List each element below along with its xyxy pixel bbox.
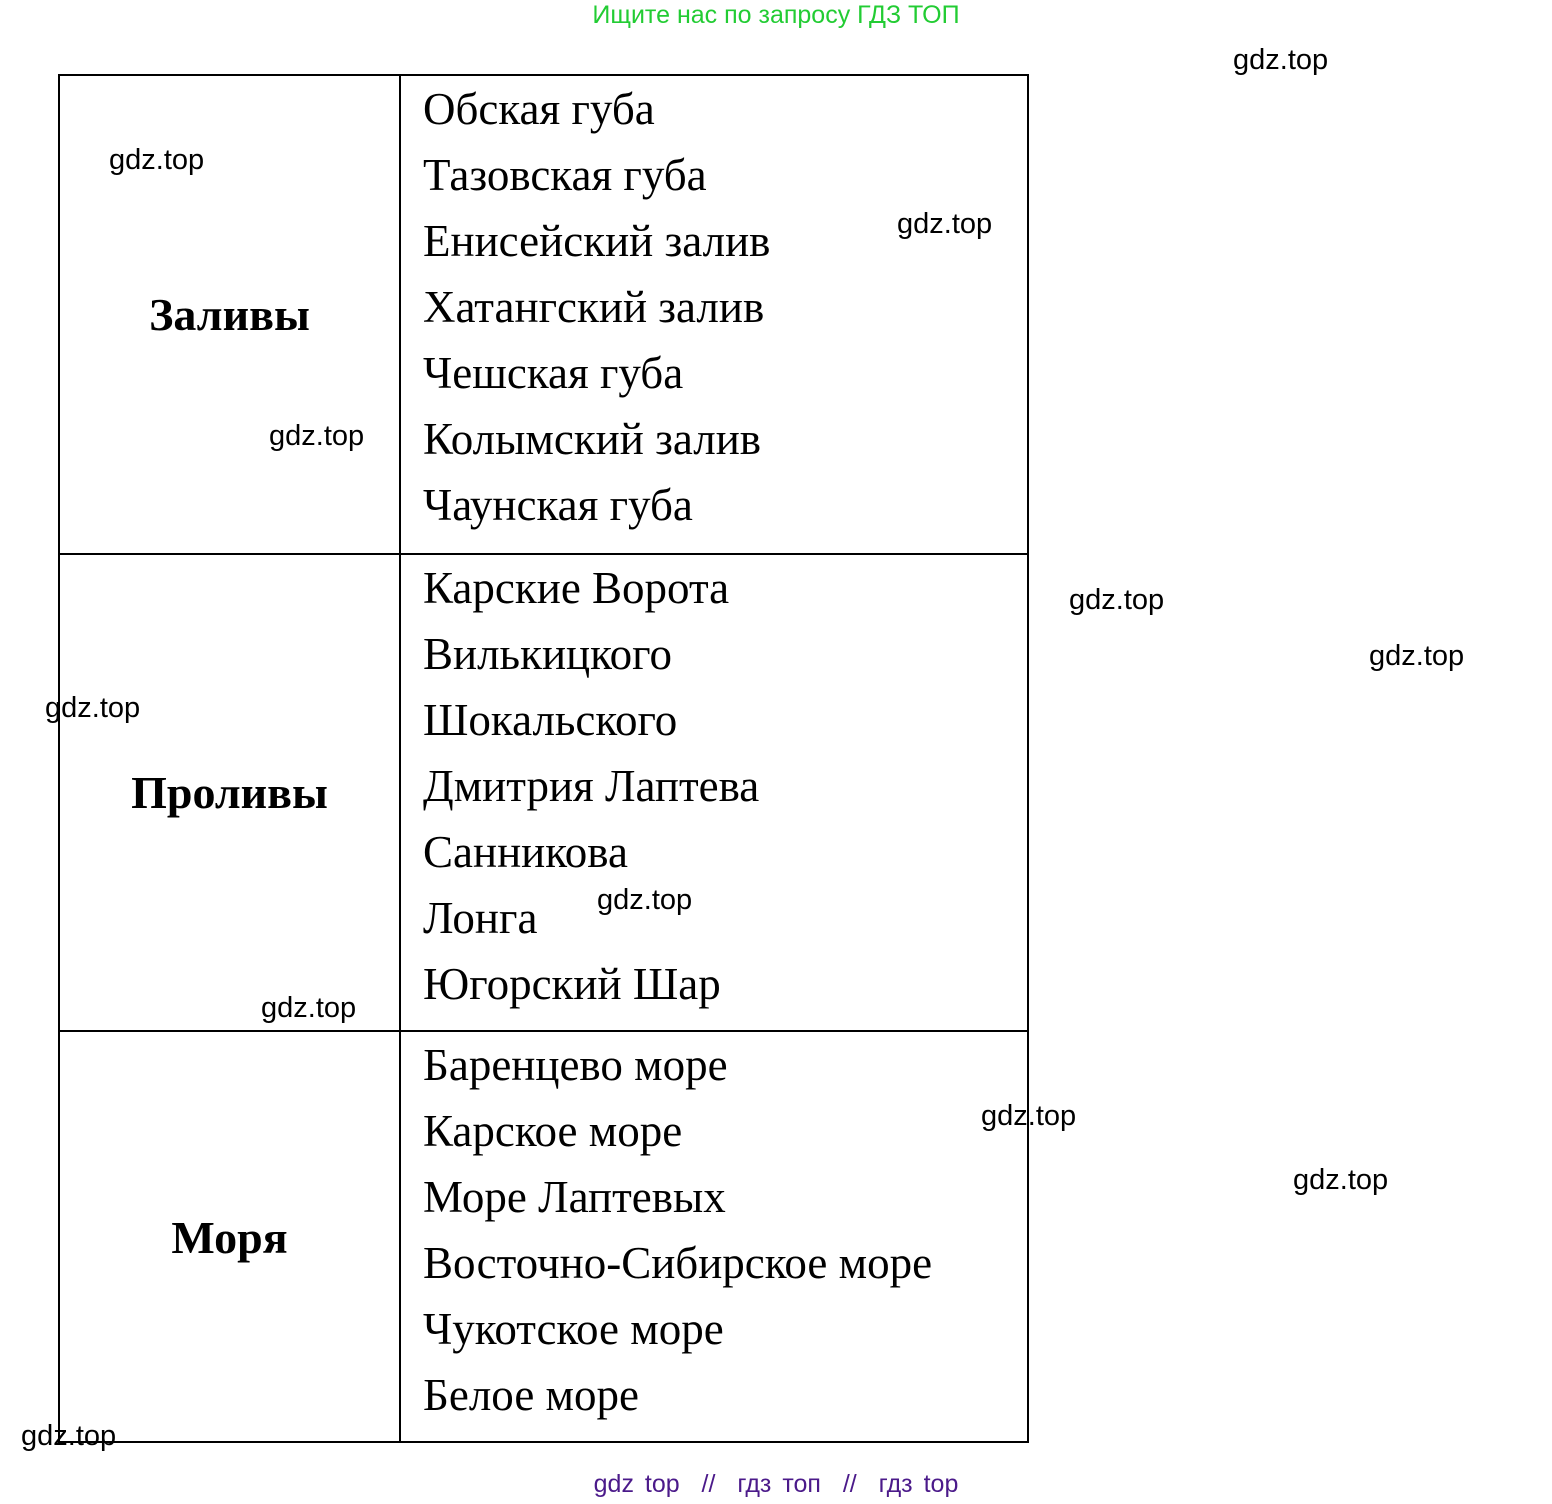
list-item: Шокальского: [423, 695, 678, 745]
list-item: Карские Ворота: [423, 563, 730, 613]
list-item: Тазовская губа: [423, 150, 707, 200]
table-row-gulfs: [60, 76, 1027, 553]
category-cell: Моря: [60, 1032, 401, 1443]
list-item: Карское море: [423, 1106, 683, 1156]
watermark: gdz.top: [269, 420, 365, 452]
list-item: Чаунская губа: [423, 480, 693, 530]
watermark: gdz.top: [1369, 640, 1465, 672]
footer-links: gdz top // гдз топ // гдз top: [593, 1470, 959, 1498]
watermark: gdz.top: [1233, 44, 1329, 76]
list-item: Санникова: [423, 827, 628, 877]
items-cell: [423, 76, 770, 538]
table-row-seas: [60, 1030, 1027, 1443]
table-row-straits: [60, 553, 1027, 1030]
category-cell: Проливы: [60, 555, 401, 1030]
list-item: Югорский Шар: [423, 959, 721, 1009]
geography-table: [58, 74, 1029, 1443]
watermark: gdz.top: [261, 992, 357, 1024]
category-cell: Заливы: [60, 76, 401, 553]
list-item: Енисейский залив: [423, 216, 771, 266]
list-item: Море Лаптевых: [423, 1172, 726, 1222]
watermark: gdz.top: [1293, 1164, 1389, 1196]
watermark: gdz.top: [597, 884, 693, 916]
list-item: Обская губа: [423, 84, 655, 134]
list-item: Чешская губа: [423, 348, 684, 398]
watermark: gdz.top: [45, 692, 141, 724]
list-item: Баренцево море: [423, 1040, 728, 1090]
list-item: Хатангский залив: [423, 282, 765, 332]
list-item: Вилькицкого: [423, 629, 673, 679]
watermark: gdz.top: [109, 144, 205, 176]
list-item: Чукотское море: [423, 1304, 724, 1354]
watermark: gdz.top: [1069, 584, 1165, 616]
list-item: Восточно-Сибирское море: [423, 1238, 933, 1288]
search-banner: Ищите нас по запросу ГДЗ ТОП: [592, 1, 960, 29]
list-item: Дмитрия Лаптева: [423, 761, 760, 811]
list-item: Лонга: [423, 893, 538, 943]
watermark: gdz.top: [21, 1420, 117, 1452]
watermark: gdz.top: [981, 1100, 1077, 1132]
watermark: gdz.top: [897, 208, 993, 240]
list-item: Белое море: [423, 1370, 639, 1420]
list-item: Колымский залив: [423, 414, 762, 464]
items-cell: [423, 555, 759, 1017]
items-cell: [423, 1032, 932, 1428]
